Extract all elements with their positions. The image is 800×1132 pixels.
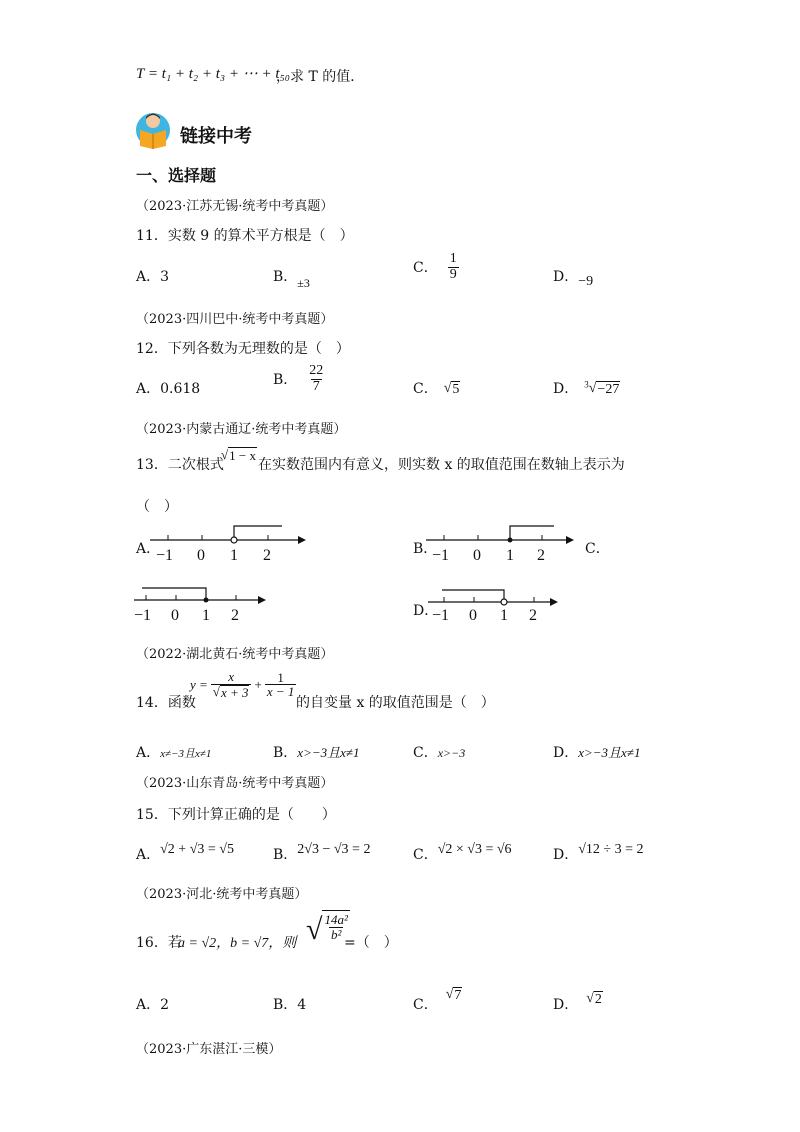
q13-option-c-letter: C． bbox=[585, 541, 610, 557]
tick-label: 2 bbox=[529, 607, 537, 624]
q13-paren: （ ） bbox=[136, 499, 178, 515]
q12-source: （2023·四川巴中·统考中考真题） bbox=[136, 312, 334, 327]
section-title: 链接中考 bbox=[180, 126, 252, 147]
reading-person-icon bbox=[136, 110, 176, 150]
q11-option-c: C． $\frac{1}{9}$ bbox=[413, 251, 457, 282]
tick-label: 0 bbox=[469, 607, 477, 624]
q13-number-line-b bbox=[426, 518, 586, 566]
top-line-suffix: ，求 T 的值． bbox=[276, 69, 365, 85]
q16-option-d: D． √ 2 bbox=[553, 990, 602, 1013]
q13-stem-prefix: 13．二次根式 bbox=[136, 457, 224, 473]
q16-option-a: A．2 bbox=[136, 997, 170, 1013]
q14-option-b: B．x>−3且x≠1 bbox=[273, 745, 360, 761]
q13-stem-suffix: 在实数范围内有意义，则实数 x 的取值范围在数轴上表示为 bbox=[258, 457, 625, 473]
q11-option-b: B．±3 bbox=[273, 269, 310, 290]
q11-source: （2023·江苏无锡·统考中考真题） bbox=[136, 199, 334, 214]
tick-label: −1 bbox=[156, 547, 174, 564]
q16-source: （2023·河北·统考中考真题） bbox=[136, 887, 308, 902]
q13-option-d-letter: D． bbox=[413, 603, 439, 619]
q14-function: y = x √ x + 3 + $\frac{1}{x - 1}$ bbox=[190, 669, 295, 701]
q13-number-line-c bbox=[134, 580, 284, 626]
tick-label: 2 bbox=[537, 547, 545, 564]
q15-stem: 15．下列计算正确的是（ ） bbox=[136, 807, 336, 823]
q11-option-d: D．−9 bbox=[553, 269, 594, 289]
q14-option-c: C．x>−3 bbox=[413, 745, 466, 761]
tick-label: 2 bbox=[231, 607, 239, 624]
q16-radical-expression: √ $\frac{\text{14a²}}{\text{b²}}$ bbox=[306, 910, 350, 950]
q13-radical: √ 1 − x bbox=[221, 446, 256, 463]
tick-label: 1 bbox=[500, 607, 508, 624]
tick-label: −1 bbox=[432, 607, 450, 624]
q16-option-b: B．4 bbox=[273, 997, 307, 1013]
q14-stem-prefix: 14．函数 bbox=[136, 695, 196, 711]
q11-stem: 11．实数 9 的算术平方根是（ ） bbox=[136, 228, 354, 244]
q13-source: （2023·内蒙古通辽·统考中考真题） bbox=[136, 422, 347, 437]
q13-number-line-a bbox=[150, 518, 310, 566]
part-title: 一、选择题 bbox=[136, 166, 217, 185]
q12-option-a: A．0.618 bbox=[136, 381, 201, 397]
q15-option-a: A．√2 + √3 = √5 bbox=[136, 842, 234, 863]
q16-stem-suffix: =（ ） bbox=[344, 935, 398, 951]
q14-option-a: A．x≠−3且x≠1 bbox=[136, 745, 212, 761]
q12-option-d: D． $^3$ √ −27 bbox=[553, 379, 620, 398]
top-formula: T = t₁ + t₂ + t₃ + ⋯ + t₅₀ bbox=[136, 66, 290, 82]
q15-source: （2023·山东青岛·统考中考真题） bbox=[136, 776, 334, 791]
q13-option-a-letter: A． bbox=[136, 541, 161, 557]
tick-label: 0 bbox=[197, 547, 205, 564]
q13-option-b-letter: B． bbox=[413, 541, 438, 557]
q12-stem: 12．下列各数为无理数的是（ ） bbox=[136, 341, 350, 357]
q15-option-b: B．2√3 − √3 = 2 bbox=[273, 842, 371, 863]
q14-source: （2022·湖北黄石·统考中考真题） bbox=[136, 647, 334, 662]
tick-label: 1 bbox=[230, 547, 238, 564]
tick-label: 1 bbox=[202, 607, 210, 624]
q15-option-d: D．√12 ÷ 3 = 2 bbox=[553, 842, 644, 863]
q14-stem-suffix: 的自变量 x 的取值范围是（ ） bbox=[296, 695, 495, 711]
q13-number-line-d bbox=[428, 580, 578, 626]
tick-label: −1 bbox=[134, 607, 152, 624]
q12-option-c: C． √ 5 bbox=[413, 380, 460, 397]
q16-stem-prefix: 16．若 bbox=[136, 935, 182, 951]
q11-option-a: A．3 bbox=[136, 269, 170, 285]
tick-label: 0 bbox=[171, 607, 179, 624]
tick-label: 0 bbox=[473, 547, 481, 564]
q17-source: （2023·广东湛江·三模） bbox=[136, 1042, 282, 1057]
tick-label: −1 bbox=[432, 547, 450, 564]
q14-option-d: D．x>−3且x≠1 bbox=[553, 745, 641, 761]
tick-label: 2 bbox=[263, 547, 271, 564]
q16-option-c: C． √ 7 bbox=[413, 986, 462, 1013]
tick-label: 1 bbox=[506, 547, 514, 564]
q12-option-b: B． $\frac{22}{7}$ bbox=[273, 363, 324, 394]
q15-option-c: C．√2 × √3 = √6 bbox=[413, 842, 512, 863]
q16-condition: a = √2，b = √7，则 bbox=[178, 936, 297, 951]
